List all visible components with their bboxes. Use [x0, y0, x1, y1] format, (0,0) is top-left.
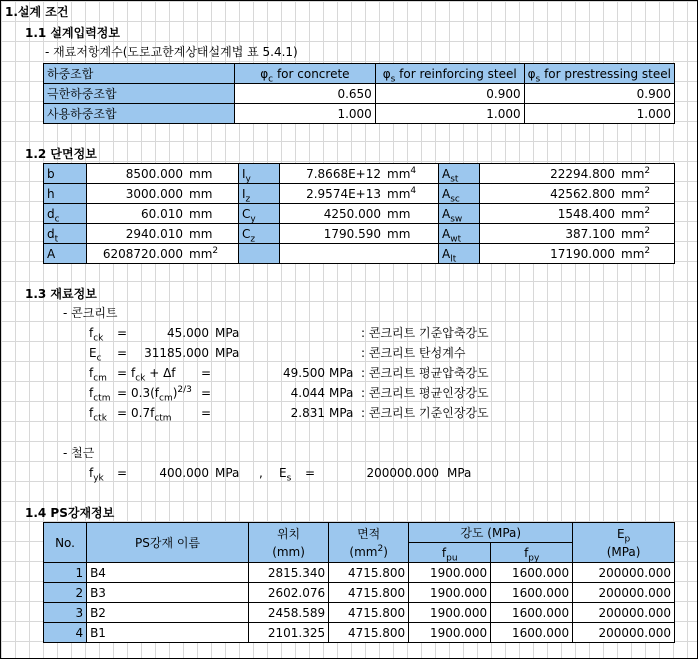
- prop-value[interactable]: 3000.000: [87, 184, 187, 204]
- prop-label: $A_{wt}$: [439, 224, 480, 244]
- fyk-eq: =: [117, 466, 128, 480]
- fctk-formula: $0.7f_{ctm}$: [131, 406, 172, 424]
- row-no: 4: [44, 623, 87, 643]
- steel-area[interactable]: 4715.800: [329, 603, 409, 623]
- fcm-symbol: $f_{cm}$: [89, 366, 107, 384]
- steel-fpy[interactable]: 1600.000: [491, 583, 573, 603]
- row-label: 사용하중조합: [44, 104, 235, 124]
- steel-name[interactable]: B2: [87, 603, 249, 623]
- steel-fpu[interactable]: 1900.000: [409, 583, 491, 603]
- row-no: 3: [44, 603, 87, 623]
- ec-value[interactable]: 31185.000: [144, 346, 209, 360]
- ec-symbol: $E_c$: [89, 346, 102, 364]
- fctm-formula: $0.3(f_{cm})^{2/3}$: [131, 385, 192, 404]
- header-name: PS강재 이름: [87, 523, 249, 563]
- prop-label: b: [44, 164, 87, 184]
- header-fpy: $f_{py}$: [491, 543, 573, 563]
- fctk-symbol: $f_{ctk}$: [89, 406, 107, 424]
- prop-unit: $mm^2$: [186, 244, 239, 264]
- prop-unit: mm: [384, 224, 439, 244]
- section-1-1-heading: 1.1 설계입력정보: [25, 26, 120, 40]
- header-area: 면적 $(mm^2)$: [329, 523, 409, 563]
- header-load-combo: 하중조합: [44, 64, 235, 84]
- header-no: No.: [44, 523, 87, 563]
- header-position: 위치 (mm): [249, 523, 329, 563]
- fctm-eq: =: [117, 386, 128, 400]
- prop-unit: mm: [186, 164, 239, 184]
- phi-c-value[interactable]: 0.650: [234, 84, 375, 104]
- prop-label: $I_y$: [239, 164, 280, 184]
- steel-ep[interactable]: 200000.000: [573, 623, 675, 643]
- steel-name[interactable]: B4: [87, 563, 249, 583]
- steel-name[interactable]: B3: [87, 583, 249, 603]
- steel-position[interactable]: 2602.076: [249, 583, 329, 603]
- steel-fpu[interactable]: 1900.000: [409, 623, 491, 643]
- steel-area[interactable]: 4715.800: [329, 583, 409, 603]
- ec-unit: MPa: [215, 346, 240, 360]
- prop-label: $I_z$: [239, 184, 280, 204]
- fctk-eq: =: [117, 406, 128, 420]
- prop-label: h: [44, 184, 87, 204]
- prop-unit: mm: [186, 204, 239, 224]
- section-properties-table: [43, 163, 675, 264]
- prop-value[interactable]: 1548.400: [480, 204, 619, 224]
- fctk-eq2: =: [201, 406, 212, 420]
- phi-c-value[interactable]: 1.000: [234, 104, 375, 124]
- prop-unit: $mm^2$: [618, 224, 675, 244]
- fck-value[interactable]: 45.000: [167, 326, 209, 340]
- phi-p-value[interactable]: 0.900: [524, 84, 674, 104]
- prop-value[interactable]: 8500.000: [87, 164, 187, 184]
- prop-unit: $mm^4$: [384, 164, 439, 184]
- steel-fpu[interactable]: 1900.000: [409, 563, 491, 583]
- steel-label: - 철근: [63, 446, 95, 460]
- ec-desc: : 콘크리트 탄성계수: [361, 346, 466, 360]
- prop-unit: mm: [186, 224, 239, 244]
- fctk-value[interactable]: 2.831: [290, 406, 325, 420]
- fctk-unit: MPa: [329, 406, 354, 420]
- row-no: 2: [44, 583, 87, 603]
- ec-eq: =: [117, 346, 128, 360]
- header-fpu: $f_{pu}$: [409, 543, 491, 563]
- es-symbol: $E_s$: [279, 466, 292, 484]
- phi-s-value[interactable]: 1.000: [375, 104, 524, 124]
- steel-name[interactable]: B1: [87, 623, 249, 643]
- fcm-eq2: =: [201, 366, 212, 380]
- prop-label: A: [44, 244, 87, 264]
- steel-area[interactable]: 4715.800: [329, 563, 409, 583]
- prop-label: $C_y$: [239, 204, 280, 224]
- prop-unit: mm: [186, 184, 239, 204]
- es-eq: =: [305, 466, 316, 480]
- phi-s-value[interactable]: 0.900: [375, 84, 524, 104]
- fctm-desc: : 콘크리트 평균인장강도: [361, 386, 489, 400]
- fyk-value[interactable]: 400.000: [159, 466, 209, 480]
- steel-fpy[interactable]: 1600.000: [491, 563, 573, 583]
- fcm-value[interactable]: 49.500: [283, 366, 325, 380]
- row-label: 극한하중조합: [44, 84, 235, 104]
- steel-fpy[interactable]: 1600.000: [491, 623, 573, 643]
- section-1-2-heading: 1.2 단면정보: [25, 147, 97, 161]
- steel-position[interactable]: 2815.340: [249, 563, 329, 583]
- prop-label: $A_{sc}$: [439, 184, 480, 204]
- steel-fpy[interactable]: 1600.000: [491, 603, 573, 623]
- prop-value[interactable]: 387.100: [480, 224, 619, 244]
- prop-label: $A_{lt}$: [439, 244, 480, 264]
- fcm-formula: $f_{ck} + \Delta f$: [131, 366, 176, 384]
- fck-unit: MPa: [215, 326, 240, 340]
- prop-value[interactable]: 17190.000: [480, 244, 619, 264]
- row-no: 1: [44, 563, 87, 583]
- steel-fpu[interactable]: 1900.000: [409, 603, 491, 623]
- prop-label: $C_z$: [239, 224, 280, 244]
- prop-value[interactable]: 22294.800: [480, 164, 619, 184]
- fck-desc: : 콘크리트 기준압축강도: [361, 326, 489, 340]
- fctm-value[interactable]: 4.044: [290, 386, 325, 400]
- header-phi-c: $\varphi_c$ for concrete: [234, 64, 375, 84]
- es-unit: MPa: [447, 466, 472, 480]
- prop-label: $A_{sw}$: [439, 204, 480, 224]
- fctm-symbol: $f_{ctm}$: [89, 386, 111, 404]
- fck-symbol: $f_{ck}$: [89, 326, 104, 344]
- fyk-unit: MPa: [215, 466, 240, 480]
- prop-unit: $mm^4$: [384, 184, 439, 204]
- prop-value[interactable]: 2940.010: [87, 224, 187, 244]
- prop-unit: $mm^2$: [618, 164, 675, 184]
- fctm-eq2: =: [201, 386, 212, 400]
- header-phi-s: $\varphi_s$ for reinforcing steel: [375, 64, 524, 84]
- es-value[interactable]: 200000.000: [366, 466, 439, 480]
- steel-ep[interactable]: 200000.000: [573, 603, 675, 623]
- prop-label: $A_{st}$: [439, 164, 480, 184]
- prop-label: $d_c$: [44, 204, 87, 224]
- prop-unit: [384, 244, 439, 264]
- prop-value[interactable]: 2.9574E+13: [280, 184, 385, 204]
- resistance-factor-table: [43, 63, 675, 124]
- header-ep: $E_p$ (MPa): [573, 523, 675, 563]
- steel-ep[interactable]: 200000.000: [573, 563, 675, 583]
- prop-value[interactable]: 60.010: [87, 204, 187, 224]
- prop-value[interactable]: 42562.800: [480, 184, 619, 204]
- fck-eq: =: [117, 326, 128, 340]
- fctm-unit: MPa: [329, 386, 354, 400]
- prop-value[interactable]: 4250.000: [280, 204, 385, 224]
- fcm-desc: : 콘크리트 평균압축강도: [361, 366, 489, 380]
- prop-value[interactable]: 6208720.000: [87, 244, 187, 264]
- fcm-unit: MPa: [329, 366, 354, 380]
- prop-unit: mm: [384, 204, 439, 224]
- prop-value[interactable]: 1790.590: [280, 224, 385, 244]
- prop-unit: $mm^2$: [618, 244, 675, 264]
- steel-ep[interactable]: 200000.000: [573, 583, 675, 603]
- prop-value[interactable]: 7.8668E+12: [280, 164, 385, 184]
- ps-steel-table: [43, 522, 675, 643]
- steel-position[interactable]: 2458.589: [249, 603, 329, 623]
- prop-label: [239, 244, 280, 264]
- prop-unit: $mm^2$: [618, 184, 675, 204]
- header-phi-p: $\varphi_s$ for prestressing steel: [524, 64, 674, 84]
- separator: ,: [259, 466, 263, 480]
- phi-p-value[interactable]: 1.000: [524, 104, 674, 124]
- fcm-eq: =: [117, 366, 128, 380]
- steel-area[interactable]: 4715.800: [329, 623, 409, 643]
- prop-label: $d_t$: [44, 224, 87, 244]
- fyk-symbol: $f_{yk}$: [89, 466, 104, 484]
- resistance-factor-note: - 재료저항계수(도로교한계상태설계법 표 5.4.1): [45, 45, 298, 59]
- fctk-desc: : 콘크리트 기준인장강도: [361, 406, 489, 420]
- prop-unit: $mm^2$: [618, 204, 675, 224]
- section-1-4-heading: 1.4 PS강재정보: [25, 506, 115, 520]
- section-1-3-heading: 1.3 재료정보: [25, 287, 97, 301]
- steel-position[interactable]: 2101.325: [249, 623, 329, 643]
- prop-value[interactable]: [280, 244, 385, 264]
- header-strength: 강도 (MPa): [409, 523, 573, 543]
- concrete-label: - 콘크리트: [63, 306, 118, 320]
- document-title: 1.설계 조건: [5, 5, 69, 19]
